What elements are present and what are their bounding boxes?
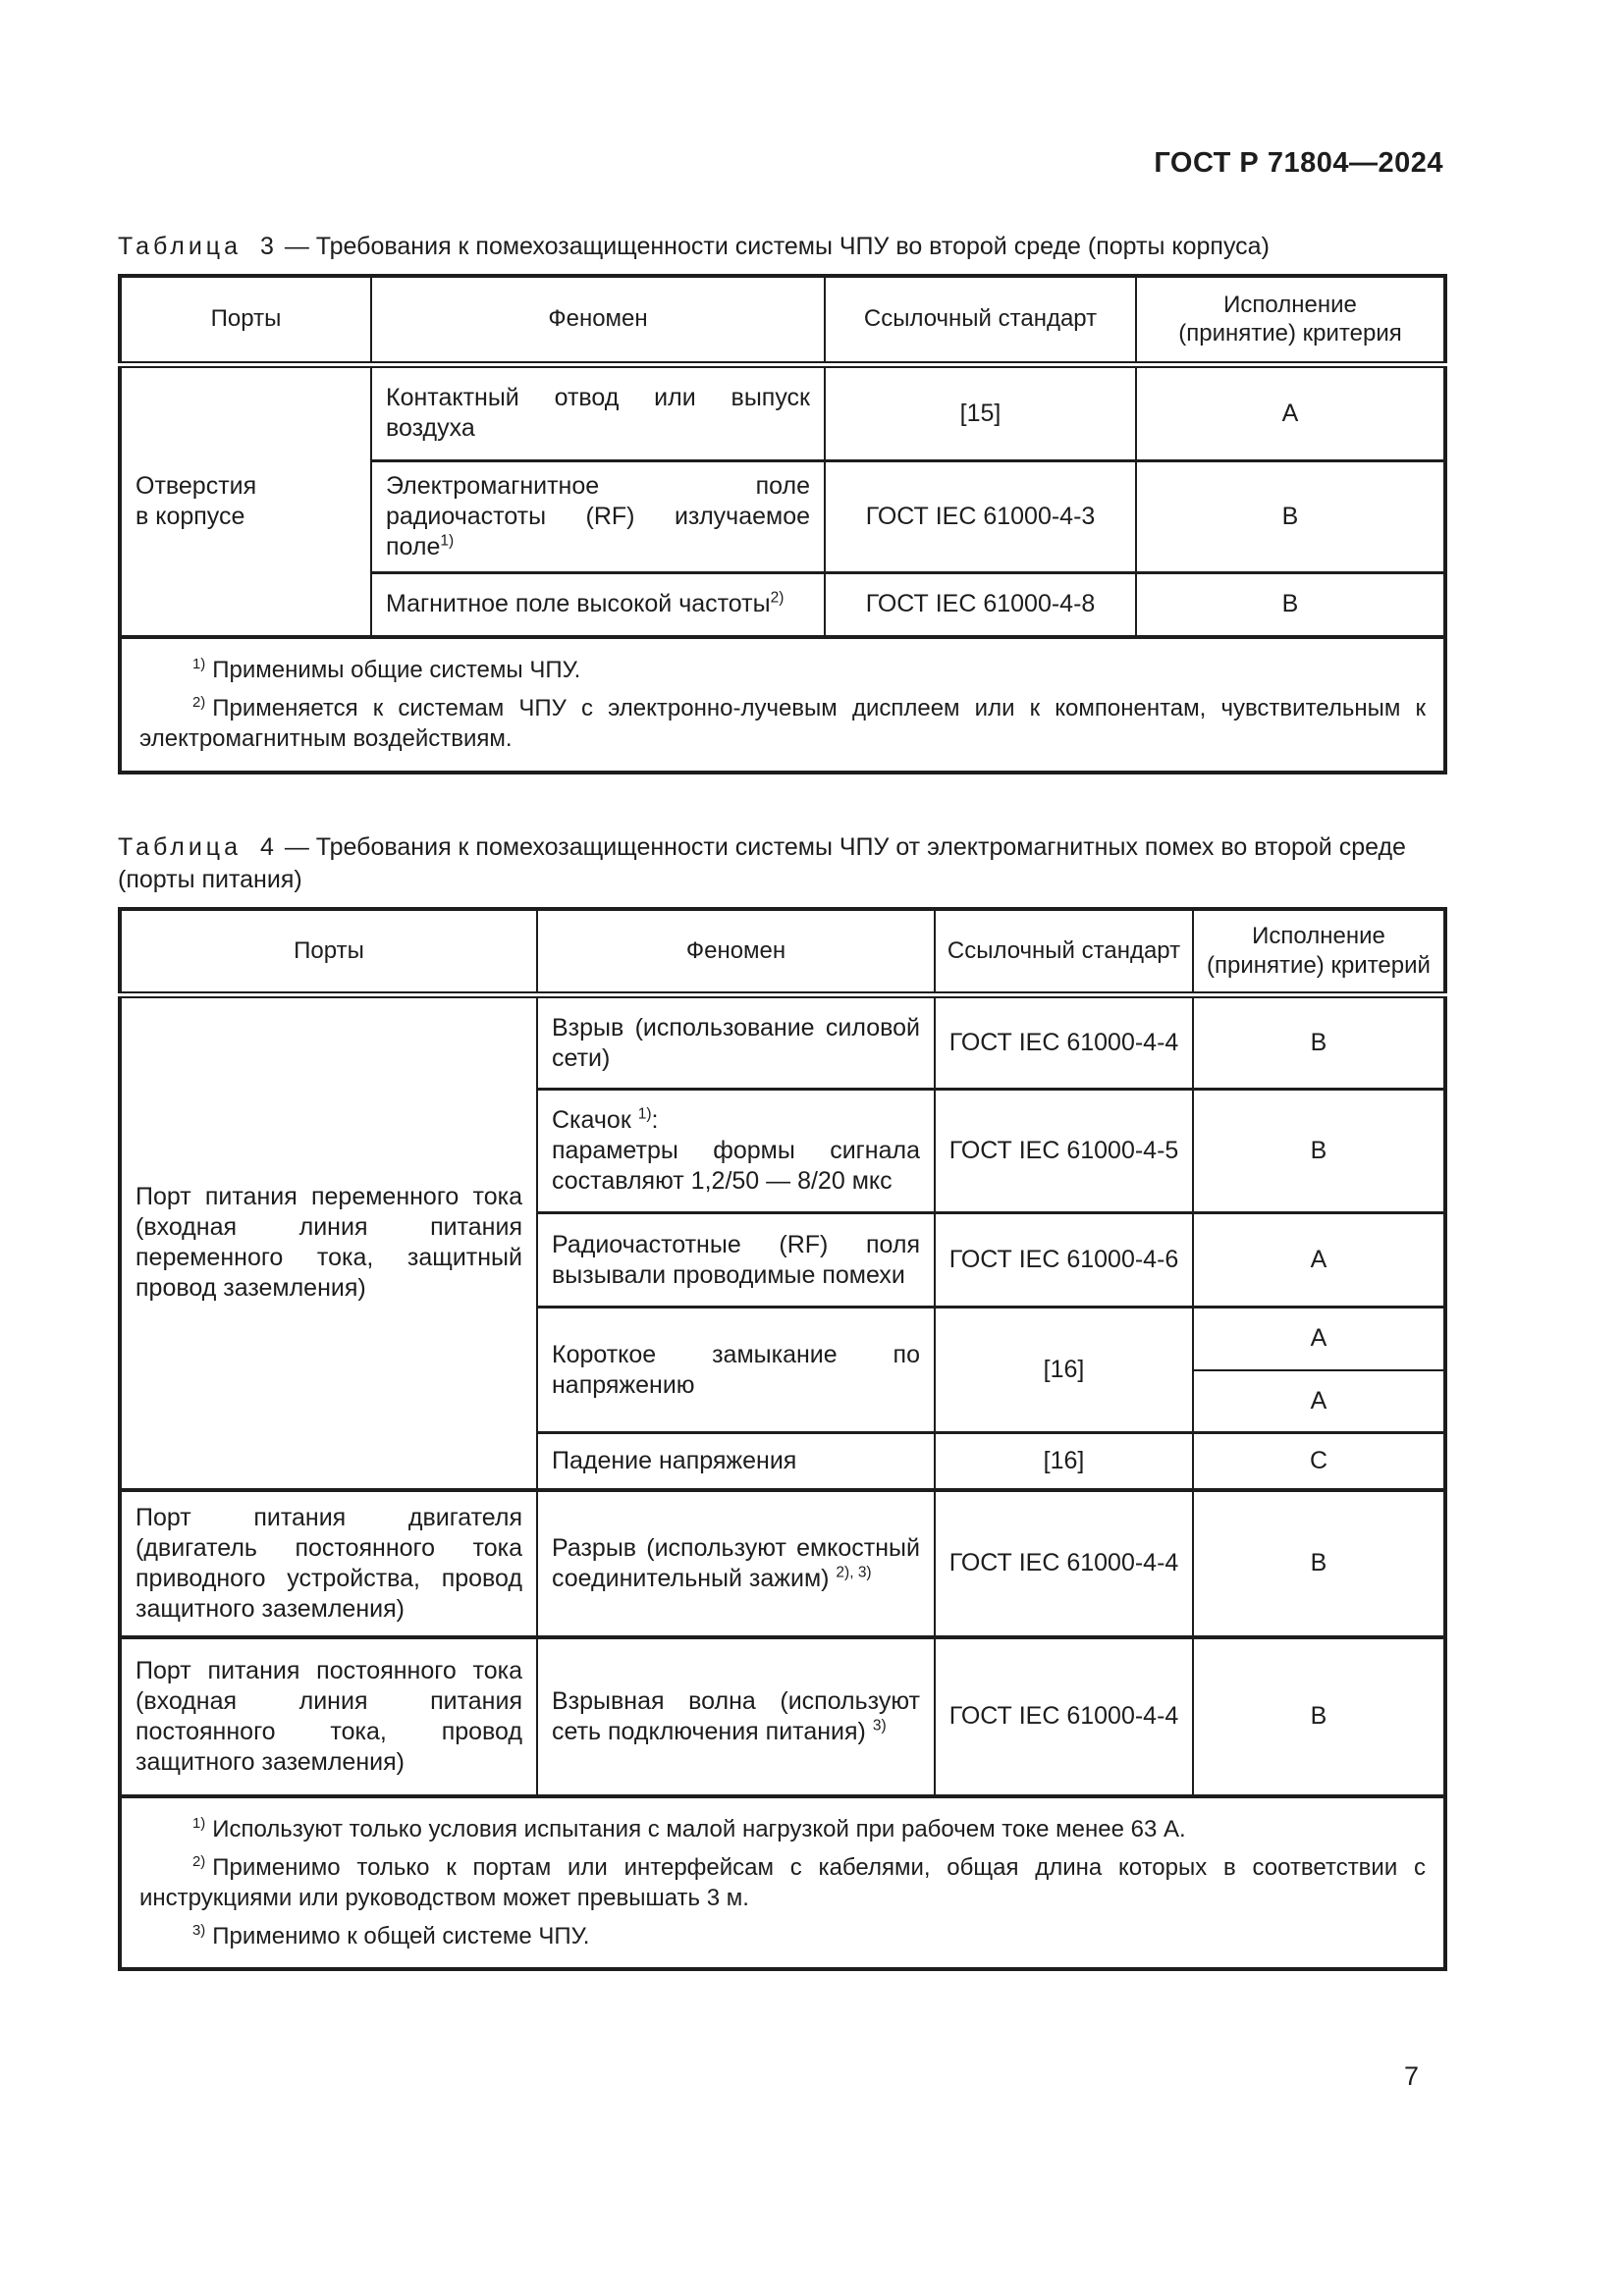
phenomenon-cell xyxy=(371,364,825,460)
table3-col-header-ports: Порты xyxy=(120,276,371,364)
table4-row-dc-port xyxy=(120,1637,1445,1796)
table4-col-header-phenomenon: Феномен xyxy=(537,909,935,995)
table4-footnotes-cell xyxy=(120,1796,1445,1970)
standard-cell: ГОСТ IEC 61000-4-6 xyxy=(935,1213,1193,1308)
table3-port-group-text: Отверстия в корпусе xyxy=(135,471,257,530)
phenomenon-cell xyxy=(537,1308,935,1433)
criterion-cell: А xyxy=(1193,1213,1445,1308)
standard-cell: ГОСТ IEC 61000-4-4 xyxy=(935,1490,1193,1637)
table-4 xyxy=(118,907,1447,1972)
phenomenon-cell xyxy=(537,1213,935,1308)
table4-port-group-ac-cell: Порт питания переменного тока (входная линия питания переменного тока, защитный провод заземления) xyxy=(120,995,537,1490)
table-3 xyxy=(118,274,1447,774)
table4-header-row xyxy=(120,909,1445,995)
standard-cell: [15] xyxy=(825,364,1136,460)
standard-cell: ГОСТ IEC 61000-4-3 xyxy=(825,460,1136,572)
phenomenon-cell xyxy=(537,1490,935,1637)
criterion-cell: С xyxy=(1193,1433,1445,1490)
footnote-ref-sup: 1) xyxy=(440,532,455,550)
table4-port-group-motor-cell: Порт питания двигателя (двигатель постоянного тока приводного устройства, провод защитного заземления) xyxy=(120,1490,537,1637)
phenomenon-text: Взрывная волна (используют сеть подключения питания) xyxy=(552,1686,920,1745)
table4-caption xyxy=(118,831,1443,896)
standard-cell: ГОСТ IEC 61000-4-4 xyxy=(935,995,1193,1090)
phenomenon-colon: : xyxy=(651,1106,659,1135)
criterion-cell: В xyxy=(1193,1637,1445,1796)
phenomenon-text: Скачок xyxy=(552,1106,638,1135)
table4-row-burst xyxy=(120,995,1445,1090)
table3-footnotes-cell xyxy=(120,637,1445,773)
footnote-text: Применимы общие системы ЧПУ. xyxy=(212,657,581,683)
table4-col-header-criterion xyxy=(1193,909,1445,995)
phenomenon-cell xyxy=(537,1090,935,1213)
table4-caption-text: — Требования к помехозащищенности системы ЧПУ от электромагнитных помех во второй среде (порты питания) xyxy=(118,832,1406,893)
table4-footnotes-row xyxy=(120,1796,1445,1970)
table4-col-header-standard: Ссылочный стандарт xyxy=(935,909,1193,995)
page-content xyxy=(118,0,1443,1971)
footnote-ref-sup: 2), 3) xyxy=(836,1564,872,1581)
phenomenon-text: Короткое замыкание по напряжению xyxy=(552,1340,920,1399)
phenomenon-text: Радиочастотные (RF) поля вызывали проводимые помехи xyxy=(552,1230,920,1289)
phenomenon-text: Контактный отвод или выпуск воздуха xyxy=(386,384,810,442)
criterion-cell: В xyxy=(1193,1090,1445,1213)
table4-caption-label: Таблица 4 xyxy=(118,832,278,861)
page-number: 7 xyxy=(1404,2061,1420,2091)
table3-header-row xyxy=(120,276,1445,364)
footnote-text: Используют только условия испытания с малой нагрузкой при рабочем токе менее 63 А. xyxy=(212,1815,1186,1842)
phenomenon-text: Магнитное поле высокой частоты xyxy=(386,590,771,618)
phenomenon-note: параметры формы сигнала составляют 1,2/50 — 8/20 мкс xyxy=(552,1137,920,1196)
table3-caption xyxy=(118,231,1443,263)
table4-col-header-ports: Порты xyxy=(120,909,537,995)
footnote-text: Применимо к общей системе ЧПУ. xyxy=(212,1923,590,1950)
footnote xyxy=(139,1921,1426,1951)
document-code-header: ГОСТ Р 71804—2024 xyxy=(1154,147,1443,179)
table3-col-header-phenomenon: Феномен xyxy=(371,276,825,364)
table3-caption-text: — Требования к помехозащищенности системы ЧПУ во второй среде (порты корпуса) xyxy=(284,233,1270,260)
table3-footnotes-row xyxy=(120,637,1445,773)
phenomenon-cell xyxy=(371,572,825,637)
footnote-marker: 2) xyxy=(192,695,206,712)
table3-port-group-cell xyxy=(120,364,371,637)
standard-cell: ГОСТ IEC 61000-4-5 xyxy=(935,1090,1193,1213)
phenomenon-cell xyxy=(537,1433,935,1490)
criterion-cell: А xyxy=(1136,364,1445,460)
standard-cell: ГОСТ IEC 61000-4-8 xyxy=(825,572,1136,637)
table3-col-header-criterion xyxy=(1136,276,1445,364)
criterion-cell: А xyxy=(1193,1308,1445,1370)
table4-port-group-dc-cell: Порт питания постоянного тока (входная линия питания постоянного тока, провод защитного заземления) xyxy=(120,1637,537,1796)
phenomenon-text: Взрыв (использование силовой сети) xyxy=(552,1013,920,1072)
phenomenon-text: Падение напряжения xyxy=(552,1446,797,1474)
footnote-marker: 1) xyxy=(192,1815,206,1832)
table3-col-header-standard: Ссылочный стандарт xyxy=(825,276,1136,364)
phenomenon-text: Электромагнитное поле радиочастоты (RF) излучаемое поле xyxy=(386,471,810,561)
footnote-marker: 2) xyxy=(192,1853,206,1870)
footnote-ref-sup: 3) xyxy=(872,1717,887,1735)
criterion-cell: В xyxy=(1193,995,1445,1090)
table3-row-contact xyxy=(120,364,1445,460)
footnote-text: Применяется к системам ЧПУ с электронно-лучевым дисплеем или к компонентам, чувствительным к электромагнитным воздействиям. xyxy=(139,695,1426,753)
footnote-marker: 1) xyxy=(192,657,206,672)
phenomenon-text: Разрыв (используют емкостный соединительный зажим) xyxy=(552,1533,920,1592)
phenomenon-cell xyxy=(537,995,935,1090)
criterion-cell: А xyxy=(1193,1370,1445,1433)
criterion-cell: В xyxy=(1193,1490,1445,1637)
footnote-ref-sup: 2) xyxy=(770,589,785,607)
footnote xyxy=(139,655,1426,685)
footnote xyxy=(139,1814,1426,1844)
phenomenon-cell xyxy=(371,460,825,572)
criterion-cell: В xyxy=(1136,460,1445,572)
footnote-marker: 3) xyxy=(192,1923,206,1940)
footnote xyxy=(139,1852,1426,1913)
table3-caption-label: Таблица 3 xyxy=(118,233,278,260)
criterion-cell: В xyxy=(1136,572,1445,637)
footnote-text: Применимо только к портам или интерфейсам с кабелями, общая длина которых в соответствии с инструкциями или руководством может превышать 3 м. xyxy=(139,1853,1426,1911)
standard-cell: ГОСТ IEC 61000-4-4 xyxy=(935,1637,1193,1796)
table4-col-header-criterion-text: Исполнение (принятие) критерий xyxy=(1207,923,1431,979)
phenomenon-cell xyxy=(537,1637,935,1796)
standard-cell: [16] xyxy=(935,1433,1193,1490)
footnote-ref-sup: 1) xyxy=(637,1105,652,1123)
standard-cell: [16] xyxy=(935,1308,1193,1433)
table3-col-header-criterion-text: Исполнение (принятие) критерия xyxy=(1178,291,1402,347)
table4-row-motor-port xyxy=(120,1490,1445,1637)
footnote xyxy=(139,693,1426,754)
